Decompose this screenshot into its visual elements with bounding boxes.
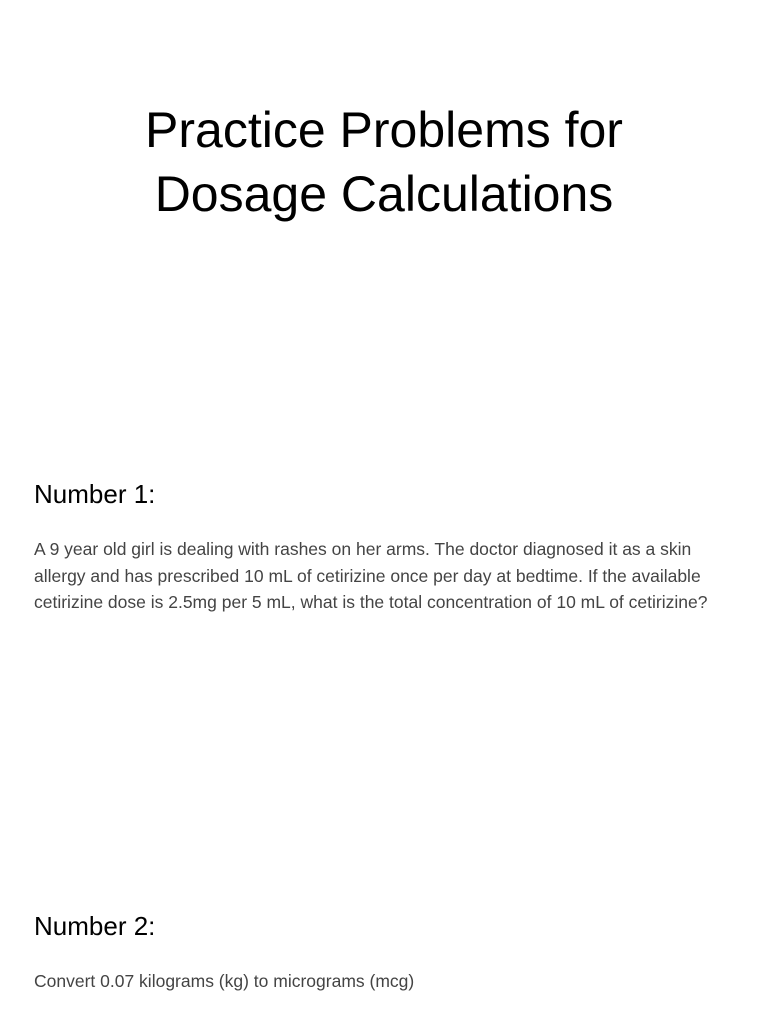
problem-1-text: A 9 year old girl is dealing with rashes on her arms. The doctor diagnosed it as a skin allergy and has prescribed 10 mL of cetirizine once per day at bedtime. If the available cetirizine dose is 2.5mg per 5 mL, what is the total concentration of 10 mL of cetirizine? — [34, 539, 708, 612]
problem-2-heading: Number 2: — [34, 911, 156, 941]
problem-2-text: Convert 0.07 kilograms (kg) to micrograms (mcg) — [34, 971, 415, 991]
page-title-line-1: Practice Problems for — [145, 102, 623, 158]
problem-1-heading: Number 1: — [34, 479, 156, 509]
page-title-line-2: Dosage Calculations — [154, 166, 614, 222]
page-title — [0, 98, 768, 226]
